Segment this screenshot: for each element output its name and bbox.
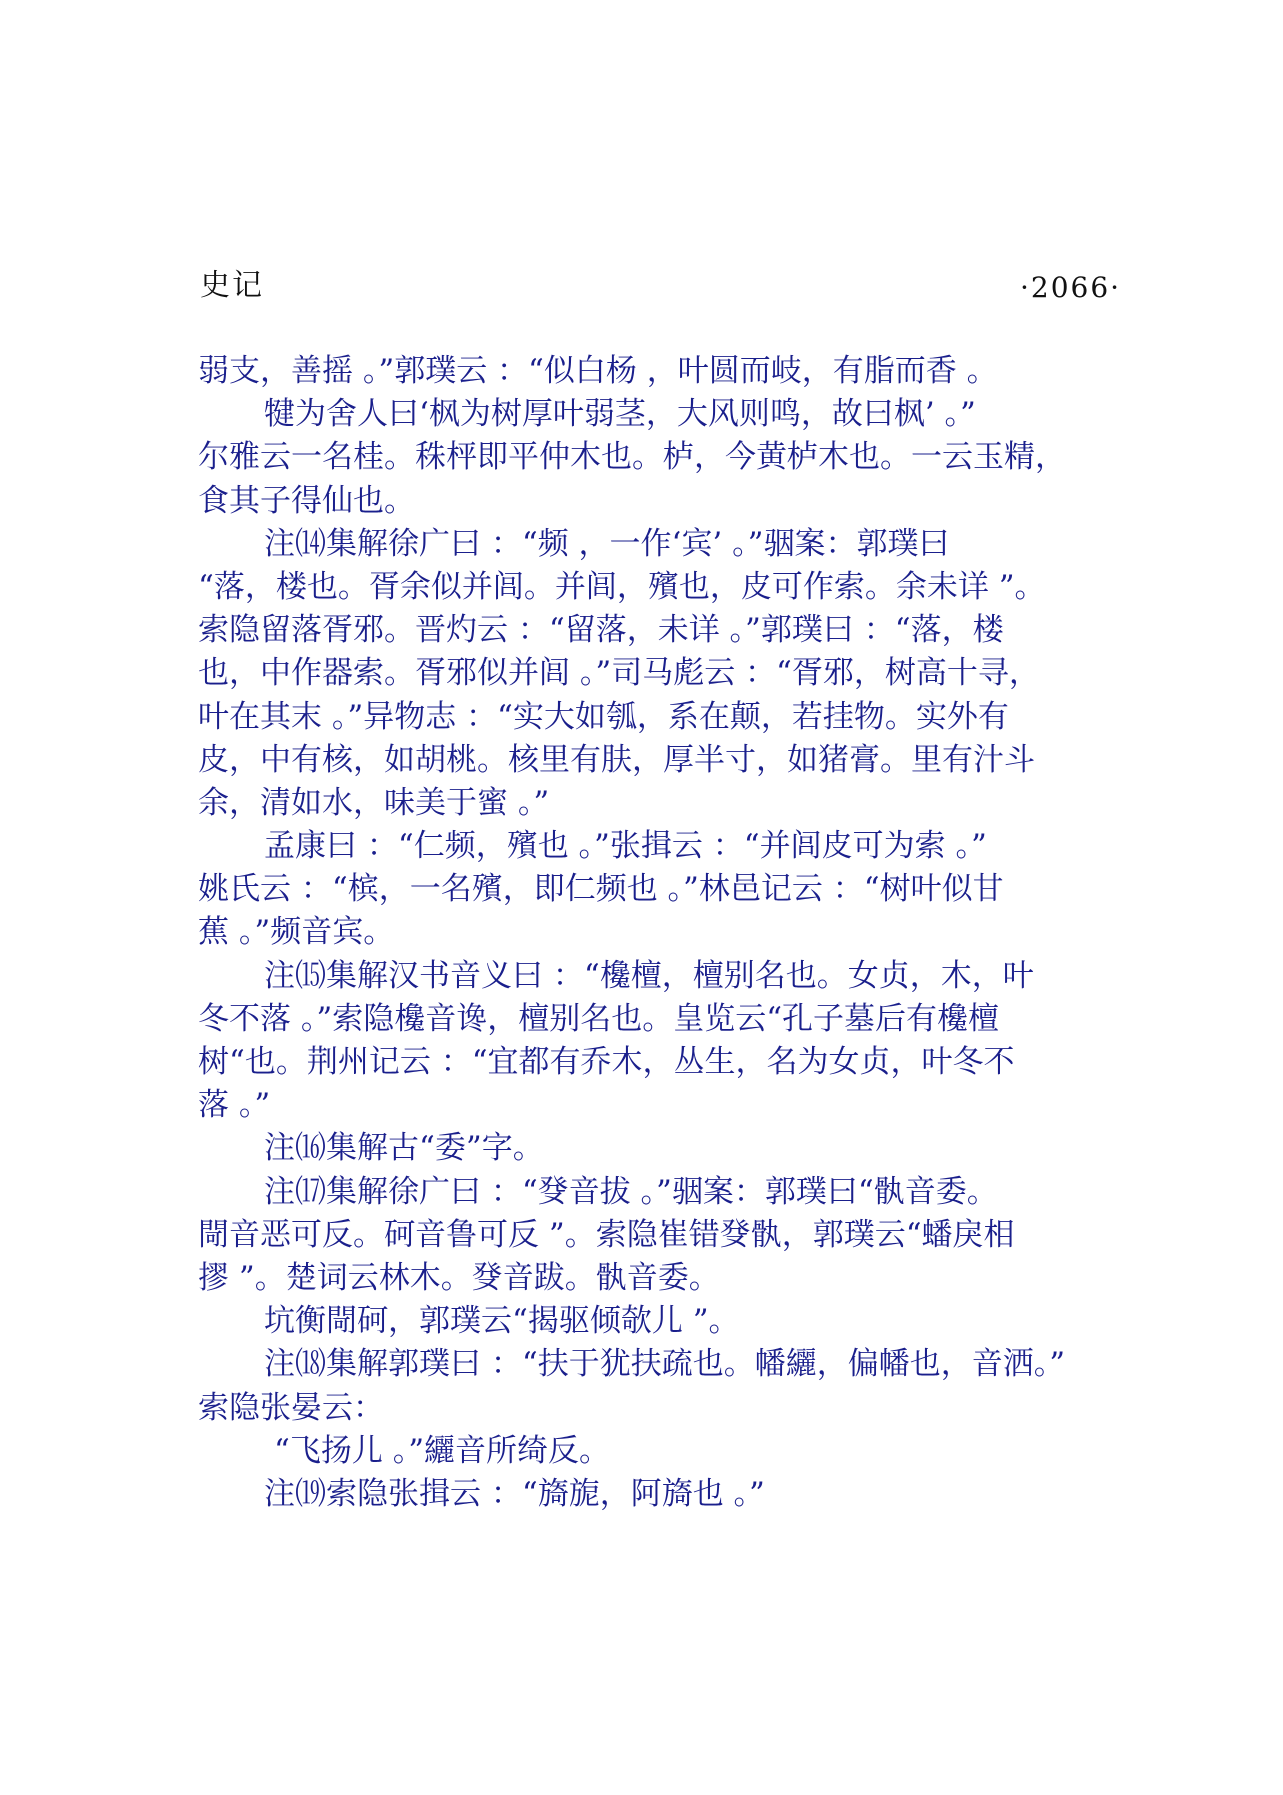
text-line: 姚氏云 ：“槟，一名殯，即仁频也 。”林邑记云 ：“树叶似甘 (198, 871, 1004, 908)
text-line: 弱支，善摇 。”郭璞云 ：“似白杨 ，叶圆而岐，有脂而香 。 (198, 353, 998, 389)
page-number: ·2066· (1020, 271, 1122, 304)
text-line: 注⒂集解汉书音义曰 ：“欃檀，檀别名也。女贞，木，叶 (264, 957, 1034, 994)
text-line: 注⒆索隐张揖云 ：“旖旎，阿旖也 。” (264, 1475, 765, 1512)
text-line: 余，清如水，味美于蜜 。” (198, 784, 550, 821)
text-line: 食其子得仙也。 (198, 482, 415, 519)
text-line: 尔雅云一名桂。秼枰即平仲木也。栌，今黄栌木也。一云玉精， (198, 439, 1066, 476)
text-line: 索隐留落胥邪。晋灼云 ：“留落，未详 。”郭璞曰 ：“落，楼 (198, 612, 1004, 649)
text-line: 树“也。荆州记云 ：“宜都有乔木，丛生，名为女贞，叶冬不 (198, 1044, 1015, 1080)
text-line: 叶在其末 。”异物志 ：“实大如瓠，系在颠，若挂物。实外有 (198, 698, 1009, 735)
text-line: “飞扬儿 。”纚音所绮反。 (274, 1432, 611, 1469)
text-line: 坑衡閜砢，郭璞云“揭驱倾欹儿 ”。 (264, 1303, 740, 1340)
text-line: 注⒄集解徐广曰 ：“癹音拔 。”骃案：郭璞曰“骫音委。 (264, 1173, 998, 1210)
text-line: 皮，中有核，如胡桃。核里有肤，厚半寸，如猪膏。里有汁斗 (198, 741, 1035, 778)
text-line: 摎 ”。楚词云林木。癹音跋。骫音委。 (198, 1259, 720, 1296)
text-line: 注⒁集解徐广曰 ：“频 ，一作‘宾’ 。”骃案：郭璞曰 (264, 525, 950, 562)
text-line: 落 。” (198, 1087, 271, 1124)
text-line: 犍为舍人曰‘枫为树厚叶弱茎，大风则鸣，故曰枫’ 。” (264, 396, 976, 433)
text-line: 閜音恶可反。砢音鲁可反 ”。索隐崔错癹骫，郭璞云“蟠戾相 (198, 1216, 1015, 1253)
text-line: “落，楼也。胥余似并闾。并闾，殯也，皮可作索。余未详 ”。 (198, 568, 1046, 605)
text-line: 注⒃集解古“委”字。 (264, 1130, 544, 1167)
text-line: 冬不落 。”索隐欃音谗，檀别名也。皇览云“孔子墓后有欃檀 (198, 1000, 1000, 1037)
text-line: 索隐张晏云： (198, 1389, 384, 1426)
body-text (198, 350, 1098, 1516)
running-header-title: 史记 (200, 268, 264, 303)
text-line: 注⒅集解郭璞曰 ：“扶于犹扶疏也。幡纚，偏幡也，音洒。” (264, 1346, 1066, 1383)
text-line: 也，中作器索。胥邪似并闾 。”司马彪云 ：“胥邪，树高十寻， (198, 655, 1040, 692)
text-line: 蕉 。”频音宾。 (198, 914, 395, 951)
text-line: 孟康曰 ：“仁频，殯也 。”张揖云 ：“并闾皮可为索 。” (264, 828, 987, 865)
